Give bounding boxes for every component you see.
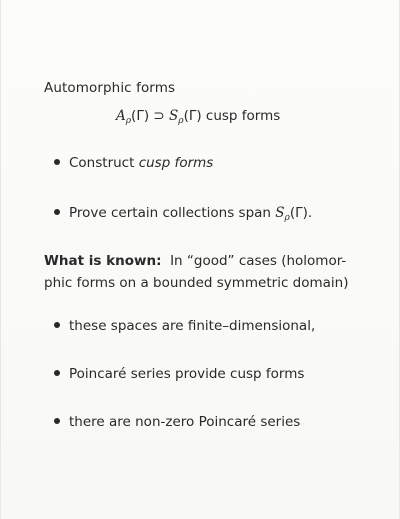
section-heading: Automorphic forms	[44, 80, 176, 96]
bullet-text: there are non-zero Poincaré series	[69, 414, 301, 430]
bullet-construct	[54, 155, 213, 171]
bullet-finite-dimensional	[54, 318, 315, 334]
bullet-math-argument: (Γ).	[289, 205, 313, 221]
formula-operator: ⊃	[149, 108, 170, 124]
what-is-known-line-2: phic forms on a bounded symmetric domain)	[44, 275, 349, 291]
formula-rhs-subscript: ρ	[178, 116, 184, 126]
what-is-known-label: What is known:	[44, 253, 162, 269]
bullet-text: these spaces are finite–dimensional,	[69, 318, 316, 334]
bullet-emphasis: cusp forms	[138, 155, 214, 171]
inclusion-formula	[116, 108, 280, 126]
bullet-text: Construct	[69, 155, 139, 171]
page-edge-left	[0, 0, 1, 519]
what-is-known-line-1: In “good” cases (holomor-	[170, 253, 347, 269]
bullet-poincare-provide	[54, 366, 304, 382]
bullet-text: Poincaré series provide cusp forms	[69, 366, 305, 382]
formula-lhs-argument: (Γ)	[131, 108, 150, 124]
formula-tail: cusp forms	[201, 108, 281, 124]
formula-rhs-argument: (Γ)	[183, 108, 202, 124]
bullet-dot-icon	[54, 209, 60, 215]
bullet-math-subscript: ρ	[284, 213, 290, 223]
what-is-known-paragraph	[44, 250, 364, 294]
formula-lhs-letter: A	[116, 108, 126, 124]
bullet-dot-icon	[54, 322, 60, 328]
bullet-math-letter: S	[275, 205, 285, 221]
bullet-prove	[54, 205, 312, 223]
bullet-dot-icon	[54, 418, 60, 424]
bullet-text: Prove certain collections span	[69, 205, 276, 221]
bullet-dot-icon	[54, 370, 60, 376]
bullet-poincare-nonzero	[54, 414, 300, 430]
bullet-dot-icon	[54, 159, 60, 165]
formula-lhs-subscript: ρ	[125, 116, 132, 126]
formula-rhs-letter: S	[169, 108, 179, 124]
